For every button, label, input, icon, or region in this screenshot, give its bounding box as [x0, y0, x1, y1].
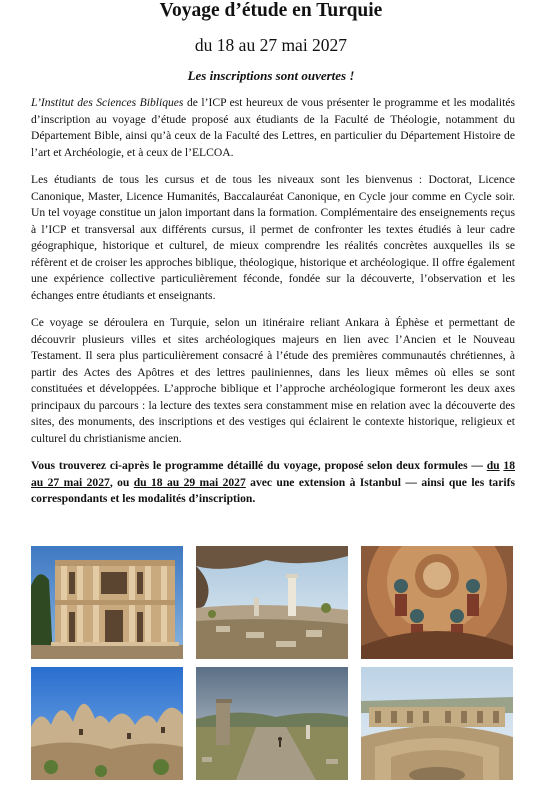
paragraph-audience: Les étudiants de tous les cursus et de tous les niveaux sont les bienvenus : Doctorat, Licence Canonique, Master, Licence Humanités, Baccalauréat Canonique, en Cycle jour comme en Cycle soir. Un tel voyage constitue un jalon important dans la formation. Complémentaire des enseignements reçus à l’ICP et transversal aux différents cursus, il permet de confronter les textes étudiés à leur cadre géographique, historique et culturel, de mieux comprendre les réalités concrètes auxquelles ils se réfèrent et de croiser les approches biblique, théologique, historique et archéologique. Il offre également une expérience collective particulièrement féconde, fondée sur la découverte, l’observation et les échanges entre étudiants et enseignants. [31, 173, 515, 302]
trip-dates: du 18 au 27 mai 2027 [194, 35, 348, 55]
programme-text-b: avec une extension à Istanbul — ainsi que les tarifs correspondants et les modalités d’inscription. [31, 475, 515, 505]
formula-du-word: du [486, 459, 500, 472]
library-facade-photo [31, 546, 183, 659]
registration-notice: Les inscriptions sont ouvertes ! [187, 68, 355, 83]
photo-gallery [31, 546, 513, 780]
colonnaded-road-photo [196, 667, 348, 780]
theatre-photo [361, 667, 513, 780]
intro-text: de l’ICP est heureux de vous présenter le programme et les modalités d’inscription au voyage d’étude proposé aux étudiants de la Faculté de Théologie, notamment du Département Bible, ainsi qu’à ceux de la Faculté des Lettres, en particulier du Département Histoire de l’art et Archéologie, et à ceux de l’ELCOA. [31, 96, 515, 159]
ruins-columns-photo [196, 546, 348, 659]
formula-two-dates: du 18 au 29 mai 2027 [133, 475, 246, 489]
paragraph-programme [31, 458, 515, 508]
paragraph-itinerary: Ce voyage se déroulera en Turquie, selon un itinéraire reliant Ankara à Éphèse et permettant de découvrir plusieurs villes et sites archéologiques majeurs en lien avec l’Ancien et le Nouveau Testament. Il sera plus particulièrement consacré à l’étude des premières communautés chrétiennes, à partir des Actes des Apôtres et des lettres pauliniennes, dans les lieux mêmes où elles se sont constituées et développées. L’approche biblique et l’approche archéologique formeront les deux axes principaux du parcours : la lecture des textes sera constamment mise en relation avec la découverte des sites, des monuments, des inscriptions et des vestiges qui éclairent le contexte historique, religieux et culturel du christianisme ancien. [31, 316, 515, 445]
programme-text-a: Vous trouverez ci-après le programme détaillé du voyage, proposé selon deux formules — [31, 459, 487, 472]
rock-formations-photo [31, 667, 183, 780]
institute-name: L’Institut des Sciences Bibliques [31, 96, 184, 109]
formula-or: , ou [109, 475, 134, 489]
fresco-dome-photo [361, 546, 513, 659]
body-text [31, 95, 515, 508]
paragraph-intro [31, 95, 515, 161]
formula-one-dates: 18 au 27 mai 2027 [31, 459, 515, 489]
page-title: Voyage d’étude en Turquie [159, 0, 383, 21]
